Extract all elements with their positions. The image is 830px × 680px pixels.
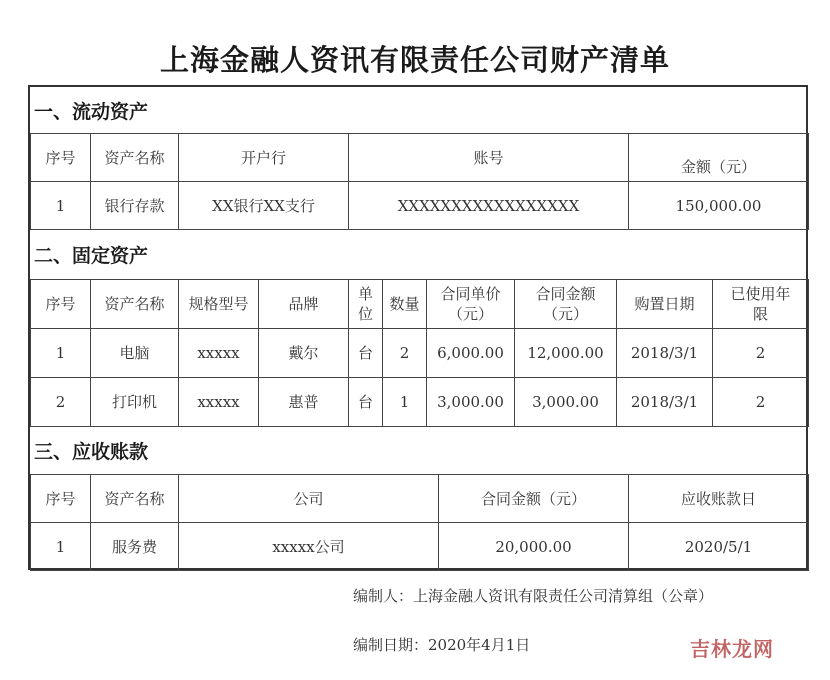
header-cell: 金额（元） <box>629 134 809 182</box>
header-cell: 合同金额（元） <box>515 280 617 329</box>
cell: 打印机 <box>91 378 179 427</box>
cell: xxxxx公司 <box>179 523 439 571</box>
cell: 1 <box>383 378 427 427</box>
cell: 2 <box>713 378 809 427</box>
cell: 惠普 <box>259 378 349 427</box>
watermark-logo: 吉林龙网 <box>690 637 774 661</box>
header-cell: 账号 <box>349 134 629 182</box>
header-cell: 已使用年限 <box>713 280 809 329</box>
preparer-line: 编制人：上海金融人资讯有限责任公司清算组（公章） <box>353 587 714 605</box>
table-header-row <box>31 280 809 329</box>
table-header-row <box>31 475 809 523</box>
header-cell: 序号 <box>31 475 91 523</box>
header-cell: 合同金额（元） <box>439 475 629 523</box>
cell: xxxxx <box>179 378 259 427</box>
header-cell: 公司 <box>179 475 439 523</box>
header-cell: 资产名称 <box>91 280 179 329</box>
cell: 1 <box>31 523 91 571</box>
cell: 150,000.00 <box>629 182 809 230</box>
cell: XXXXXXXXXXXXXXXXX <box>349 182 629 230</box>
cell: 2020/5/1 <box>629 523 809 571</box>
cell: 台 <box>349 329 383 378</box>
current-assets-table <box>30 133 809 230</box>
cell: 3,000.00 <box>427 378 515 427</box>
section-heading-receivables: 三、应收账款 <box>34 440 149 463</box>
page-title: 上海金融人资讯有限责任公司财产清单 <box>159 43 670 77</box>
section-heading-fixed-assets: 二、固定资产 <box>34 244 149 267</box>
cell: 电脑 <box>91 329 179 378</box>
date-line: 编制日期：2020年4月1日 <box>353 636 531 654</box>
section-heading-current-assets: 一、流动资产 <box>34 100 149 123</box>
cell: 3,000.00 <box>515 378 617 427</box>
cell: 2018/3/1 <box>617 378 713 427</box>
table-row <box>31 182 809 230</box>
cell: 戴尔 <box>259 329 349 378</box>
cell: 12,000.00 <box>515 329 617 378</box>
cell: 2 <box>31 378 91 427</box>
cell: 2 <box>713 329 809 378</box>
receivables-table <box>30 474 809 571</box>
cell: 银行存款 <box>91 182 179 230</box>
table-row <box>31 523 809 571</box>
header-cell: 开户行 <box>179 134 349 182</box>
header-cell: 应收账款日 <box>629 475 809 523</box>
cell: 2018/3/1 <box>617 329 713 378</box>
cell: XX银行XX支行 <box>179 182 349 230</box>
header-cell: 合同单价（元） <box>427 280 515 329</box>
header-cell: 规格型号 <box>179 280 259 329</box>
fixed-assets-table <box>30 279 809 427</box>
cell: 20,000.00 <box>439 523 629 571</box>
table-row <box>31 378 809 427</box>
cell: 2 <box>383 329 427 378</box>
cell: 服务费 <box>91 523 179 571</box>
header-cell: 数量 <box>383 280 427 329</box>
header-cell: 单位 <box>349 280 383 329</box>
header-cell: 序号 <box>31 134 91 182</box>
header-cell: 资产名称 <box>91 134 179 182</box>
cell: 1 <box>31 182 91 230</box>
table-row <box>31 329 809 378</box>
table-header-row <box>31 134 809 182</box>
cell: 1 <box>31 329 91 378</box>
header-cell: 品牌 <box>259 280 349 329</box>
cell: 6,000.00 <box>427 329 515 378</box>
header-cell: 资产名称 <box>91 475 179 523</box>
cell: 台 <box>349 378 383 427</box>
header-cell: 购置日期 <box>617 280 713 329</box>
cell: xxxxx <box>179 329 259 378</box>
header-cell: 序号 <box>31 280 91 329</box>
